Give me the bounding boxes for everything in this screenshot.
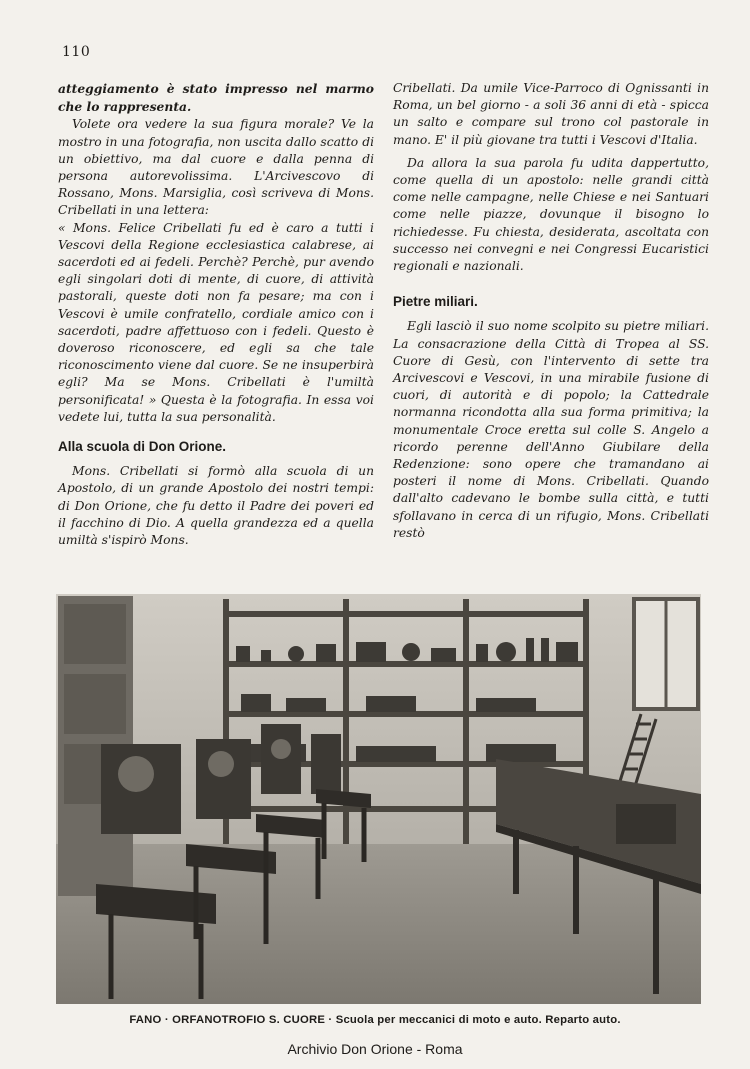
paragraph: atteggiamento è stato impresso nel marmo che lo rappresenta. (58, 81, 374, 115)
paragraph: Volete ora vedere la sua figura morale? Ve la mostro in una fotografia, non uscita dallo scatto di un obiettivo, ma dal cuore e dalla penna di persona autorevolissima. L'Arcivescovo di Rossano, Mons. Marsiglia, così scriveva di Mons. Cribellati in una lettera: (58, 117, 374, 218)
paragraph: Mons. Cribellati si formò alla scuola di un Apostolo, di un grande Apostolo dei nostri tempi: di Don Orione, che fu detto il Padre dei poveri ed il facchino di Dio. A quella grandezza ed a quella umiltà s'ispirò Mons. (58, 464, 374, 548)
workshop-photo (56, 594, 701, 1004)
quote-paragraph: « Mons. Felice Cribellati fu ed è caro a tutti i Vescovi della Regione ecclesiastica calabrese, ai sacerdoti ed ai fedeli. Perchè? Perchè, pur avendo egli singolari doti di mente, di cuore, di attività pastorali, queste doti non fa pesare; ma con i Vescovi è umile confratello, cordiale amico con i sacerdoti, padre affettuoso con i fedeli. Questo è doveroso riconoscere, ed egli sa che tale riconoscimento viene dal cuore. Se ne insuperbirà egli? Ma se Mons. Cribellati è l'umiltà personificata! » Questa è la fotografia. In essa voi vedete lui, tutta la sua personalità. (58, 220, 374, 424)
section-heading: Pietre miliari. (393, 294, 478, 310)
photo-caption: FANO · ORFANOTROFIO S. CUORE · Scuola per meccanici di moto e auto. Reparto auto. (129, 1014, 621, 1026)
page-number: 110 (62, 44, 91, 60)
paragraph: Egli lasciò il suo nome scolpito su pietre miliari. La consacrazione della Città di Tropea al SS. Cuore di Gesù, con l'intervento di sette tra Arcivescovi e Vescovi, in una mirabile fusione di cuori, di autorità e di popolo; la Cattedrale normanna ricondotta alla sua forma primitiva; la monumentale Croce eretta sul colle S. Angelo a ricordo perenne dell'Anno Giubilare della Redenzione: sono opere che tramandano ai posteri il nome di Mons. Cribellati. Quando dall'alto cadevano le bombe sulla città, e tutti sfollavano in cerca di un rifugio, Mons. Cribellati restò (393, 319, 709, 540)
archive-footer: Archivio Don Orione - Roma (287, 1041, 463, 1057)
paragraph: Da allora la sua parola fu udita dappertutto, come quella di un apostolo: nelle grandi città come nelle campagne, nelle Chiese e nei Santuari come nelle piazze, dovunque il bisogno lo richiedesse. Fu chiesta, desiderata, ascoltata con successo nei convegni e nei Congressi Eucaristici regionali e nazionali. (393, 155, 709, 274)
paragraph: Cribellati. Da umile Vice-Parroco di Ognissanti in Roma, un bel giorno - a soli 36 anni di età - spicca un salto e compare sul trono col pastorale in mano. E' il più giovane tra tutti i Vescovi d'Italia. (393, 81, 709, 147)
section-heading: Alla scuola di Don Orione. (58, 439, 227, 455)
workshop-illustration (56, 594, 701, 1004)
right-column (393, 80, 709, 542)
left-column (58, 80, 374, 549)
